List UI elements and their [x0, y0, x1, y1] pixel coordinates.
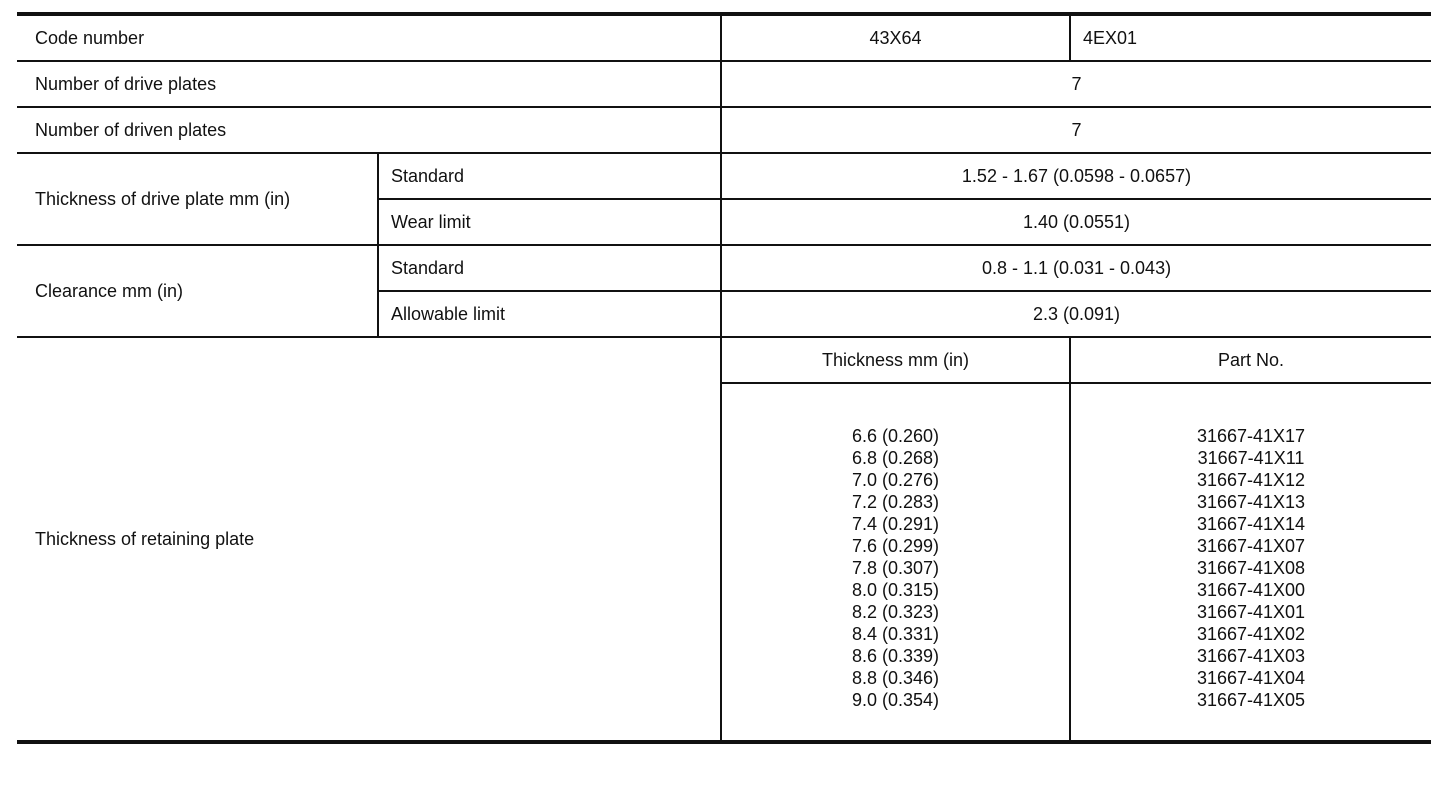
driven-plates-label: Number of driven plates: [17, 107, 721, 153]
thickness-item: 8.6 (0.339): [851, 646, 940, 666]
drive-plates-label: Number of drive plates: [17, 61, 721, 107]
retaining-thickness-header: Thickness mm (in): [721, 337, 1070, 383]
thickness-item: 7.4 (0.291): [851, 514, 940, 534]
part-number-item: 31667-41X01: [1196, 602, 1306, 622]
part-number-item: 31667-41X08: [1196, 558, 1306, 578]
part-number-item: 31667-41X12: [1196, 470, 1306, 490]
retaining-part-header: Part No.: [1070, 337, 1431, 383]
clearance-standard-value: 0.8 - 1.1 (0.031 - 0.043): [721, 245, 1431, 291]
drive-plate-wear-label: Wear limit: [378, 199, 721, 245]
retaining-part-list: [1070, 383, 1431, 742]
drive-plates-value: 7: [721, 61, 1431, 107]
code-number-value-2: 4EX01: [1070, 14, 1431, 61]
thickness-item: 7.6 (0.299): [851, 536, 940, 556]
part-number-item: 31667-41X14: [1196, 514, 1306, 534]
part-number-item: 31667-41X13: [1196, 492, 1306, 512]
thickness-item: 9.0 (0.354): [851, 690, 940, 710]
retaining-plate-label: Thickness of retaining plate: [17, 337, 721, 742]
thickness-item: 7.0 (0.276): [851, 470, 940, 490]
drive-plate-thickness-label: Thickness of drive plate mm (in): [17, 153, 378, 245]
drive-plate-standard-label: Standard: [378, 153, 721, 199]
thickness-item: 6.6 (0.260): [851, 426, 940, 446]
part-number-item: 31667-41X17: [1196, 426, 1306, 446]
part-number-item: 31667-41X03: [1196, 646, 1306, 666]
part-number-item: 31667-41X04: [1196, 668, 1306, 688]
code-number-value-1: 43X64: [721, 14, 1070, 61]
part-number-item: 31667-41X05: [1196, 690, 1306, 710]
part-number-item: 31667-41X07: [1196, 536, 1306, 556]
row-retaining-header: [17, 337, 1431, 383]
specification-table: [17, 12, 1431, 744]
retaining-thickness-list: [721, 383, 1070, 742]
clearance-standard-label: Standard: [378, 245, 721, 291]
driven-plates-value: 7: [721, 107, 1431, 153]
clearance-label: Clearance mm (in): [17, 245, 378, 337]
thickness-item: 7.2 (0.283): [851, 492, 940, 512]
thickness-item: 6.8 (0.268): [851, 448, 940, 468]
thickness-item: 8.0 (0.315): [851, 580, 940, 600]
clearance-limit-label: Allowable limit: [378, 291, 721, 337]
row-code-number: [17, 14, 1431, 61]
row-drive-plate-standard: [17, 153, 1431, 199]
thickness-item: 8.4 (0.331): [851, 624, 940, 644]
row-clearance-standard: [17, 245, 1431, 291]
part-number-item: 31667-41X00: [1196, 580, 1306, 600]
row-driven-plates: [17, 107, 1431, 153]
part-number-item: 31667-41X02: [1196, 624, 1306, 644]
drive-plate-wear-value: 1.40 (0.0551): [721, 199, 1431, 245]
thickness-item: 8.8 (0.346): [851, 668, 940, 688]
thickness-item: 7.8 (0.307): [851, 558, 940, 578]
drive-plate-standard-value: 1.52 - 1.67 (0.0598 - 0.0657): [721, 153, 1431, 199]
code-number-label: Code number: [17, 14, 721, 61]
part-number-item: 31667-41X11: [1197, 448, 1305, 468]
clearance-limit-value: 2.3 (0.091): [721, 291, 1431, 337]
thickness-item: 8.2 (0.323): [851, 602, 940, 622]
row-drive-plates: [17, 61, 1431, 107]
